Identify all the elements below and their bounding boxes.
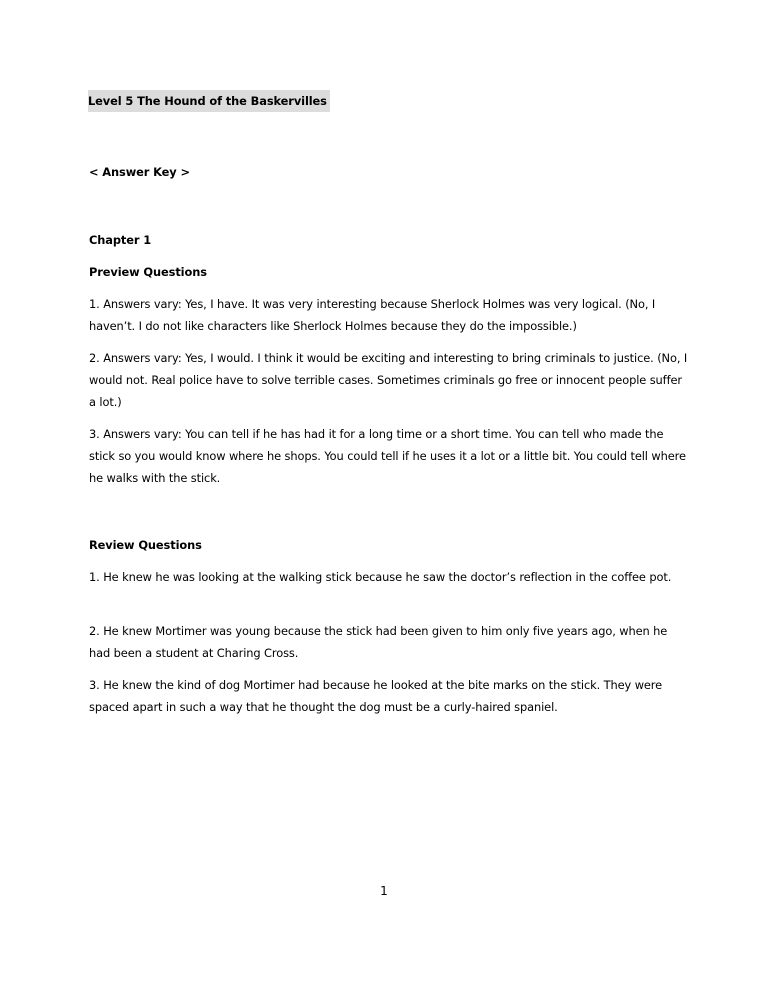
preview-answer-3: 3. Answers vary: You can tell if he has had it for a long time or a short time. You can tell who made the stick so you would know where he shops. You could tell if he uses it a lot or a little bit. You could tell where he walks with the stick.: [89, 427, 686, 485]
preview-questions-heading: Preview Questions: [89, 265, 207, 279]
review-answer-3: 3. He knew the kind of dog Mortimer had because he looked at the bite marks on the stick. They were spaced apart in such a way that he thought the dog must be a curly-haired spaniel.: [89, 678, 663, 714]
preview-answer-1: 1. Answers vary: Yes, I have. It was very interesting because Sherlock Holmes was very logical. (No, I haven’t. I do not like characters like Sherlock Holmes because they do the impossible.): [89, 297, 656, 333]
document-title: Level 5 The Hound of the Baskervilles: [88, 90, 330, 112]
page-number: 1: [380, 884, 388, 898]
chapter-heading: Chapter 1: [89, 233, 152, 247]
answer-key-label: < Answer Key >: [89, 165, 190, 179]
document-title-line: [89, 90, 689, 112]
review-questions-heading: Review Questions: [89, 538, 202, 552]
review-answer-1: 1. He knew he was looking at the walking stick because he saw the doctor’s reflection in the coffee pot.: [89, 570, 672, 584]
review-answer-2: 2. He knew Mortimer was young because the stick had been given to him only five years ago, when he had been a student at Charing Cross.: [89, 624, 668, 660]
preview-answer-2: 2. Answers vary: Yes, I would. I think it would be exciting and interesting to bring criminals to justice. (No, I would not. Real police have to solve terrible cases. Sometimes criminals go free or innocent people suffer a lot.): [89, 351, 688, 409]
